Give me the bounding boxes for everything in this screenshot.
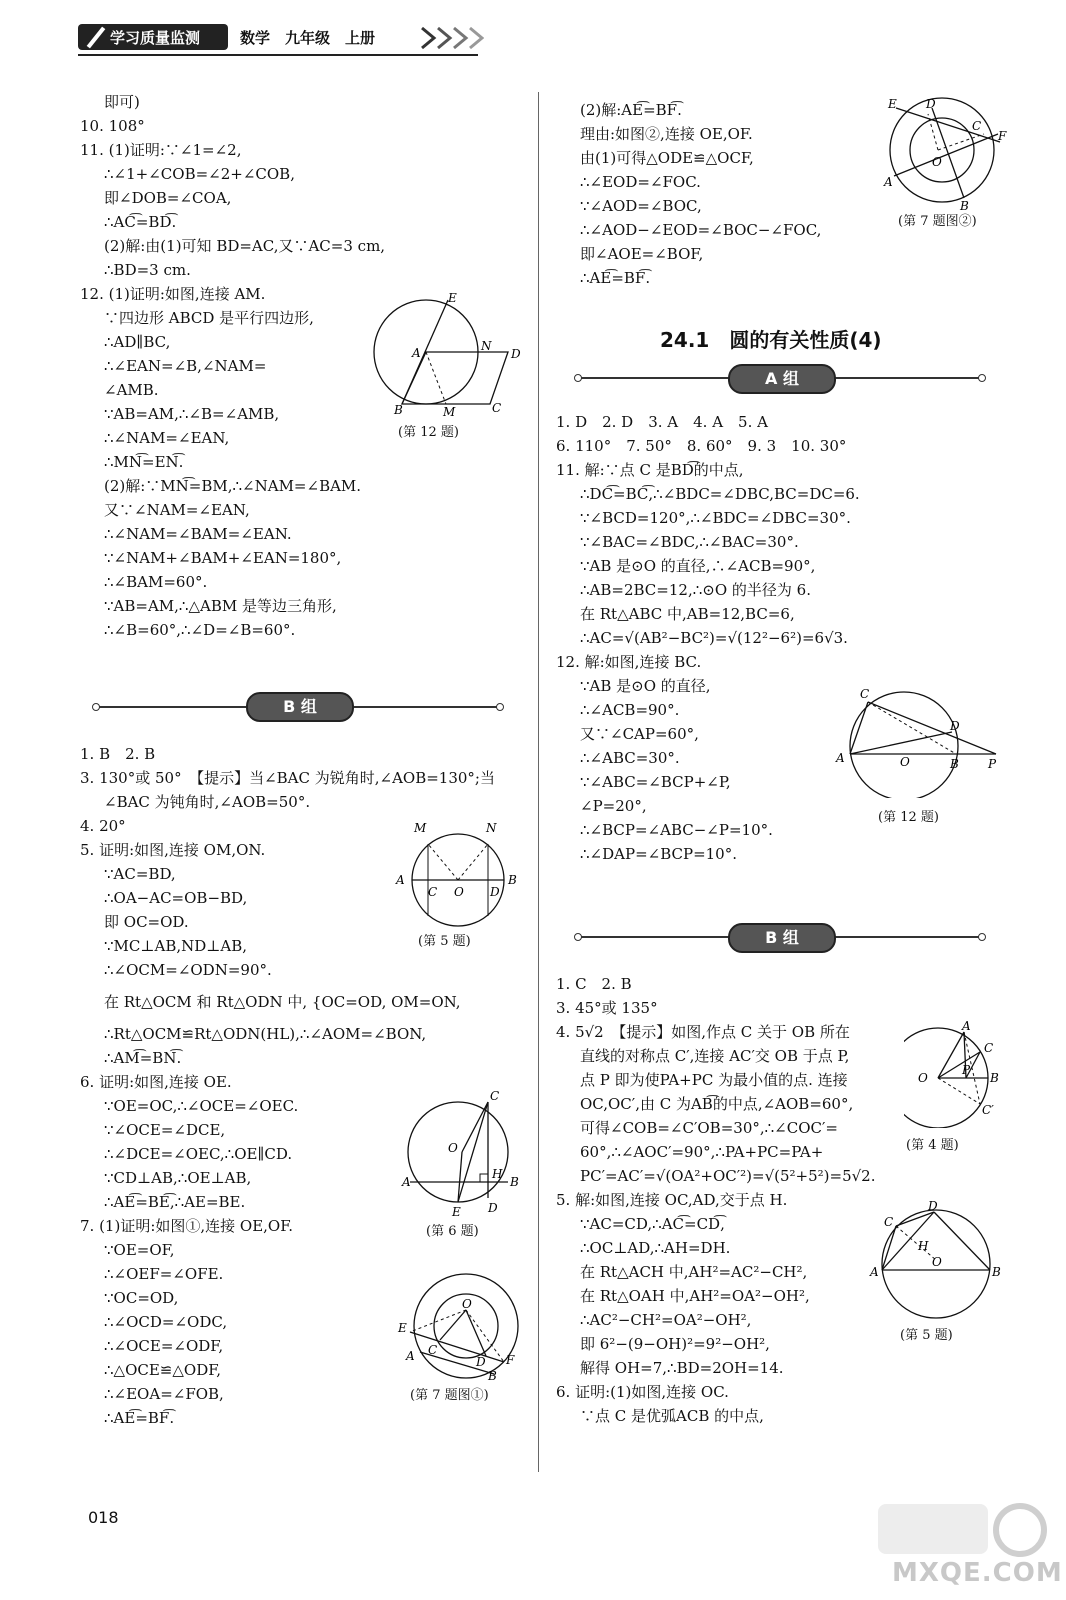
- text-line: ∴∠OCM=∠ODN=90°.: [104, 961, 272, 979]
- text-line: 3. 130°或 50° 【提示】当∠BAC 为锐角时,∠AOB=130°;当: [80, 769, 495, 787]
- header-brand: 学习质量监测: [110, 29, 201, 47]
- svg-text:B: B: [950, 757, 959, 771]
- text-line: 由(1)可得△ODE≌△OCF,: [580, 149, 754, 167]
- svg-text:A: A: [402, 1175, 411, 1189]
- figure-q12-parallelogram: [368, 290, 528, 420]
- text-line: (2)解:∵MN͡=BM,∴∠NAM=∠BAM.: [104, 477, 362, 495]
- svg-text:B: B: [960, 199, 969, 212]
- text-line: 4. 20°: [80, 817, 126, 835]
- text-line: ∴∠NAM=∠BAM=∠EAN.: [104, 525, 292, 543]
- text-line: ∵AC=BD,: [104, 865, 176, 883]
- svg-text:E: E: [888, 97, 897, 111]
- text-line: ∴Rt△OCM≌Rt△ODN(HL),∴∠AOM=∠BON,: [104, 1025, 427, 1043]
- svg-text:C: C: [860, 688, 870, 701]
- text-line: ∴OC⊥AD,∴AH=DH.: [580, 1239, 731, 1257]
- text-line: 在 Rt△ACH 中,AH²=AC²−CH²,: [580, 1263, 808, 1281]
- svg-text:B: B: [394, 403, 403, 417]
- svg-text:C: C: [428, 885, 438, 899]
- chevron-arrows-icon: [420, 26, 484, 50]
- svg-text:P: P: [962, 1063, 971, 1077]
- column-separator: [538, 92, 539, 1472]
- text-line: 直线的对称点 C′,连接 AC′交 OB 于点 P,: [580, 1047, 850, 1065]
- svg-text:F: F: [998, 129, 1007, 143]
- pen-icon: [82, 22, 110, 50]
- svg-text:O: O: [932, 155, 942, 169]
- text-line: 又∵∠NAM=∠EAN,: [104, 501, 250, 519]
- text-line: ∵OC=OD,: [104, 1289, 179, 1307]
- svg-text:O: O: [462, 1297, 472, 1311]
- text-line: 4. 5√2 【提示】如图,作点 C 关于 OB 所在: [556, 1023, 850, 1041]
- page-header: [78, 18, 478, 58]
- text-line: ∵MC⊥AB,ND⊥AB,: [104, 937, 247, 955]
- text-line: 即∠DOB=∠COA,: [104, 189, 232, 207]
- caption-fig6-left: (第 6 题): [426, 1224, 479, 1239]
- text-line: ∴∠EOD=∠FOC.: [580, 173, 701, 191]
- text-line: ∵OE=OF,: [104, 1241, 175, 1259]
- caption-fig5-right: (第 5 题): [900, 1328, 953, 1343]
- text-line: 又∵∠CAP=60°,: [580, 725, 699, 743]
- text-line: ∴∠OEF=∠OFE.: [104, 1265, 224, 1283]
- right-answers-a: [556, 410, 860, 866]
- text-line: ∴∠1+∠COB=∠2+∠COB,: [104, 165, 295, 183]
- figure-q12-right: [834, 688, 1006, 798]
- text-line: ∴∠OCD=∠ODC,: [104, 1313, 228, 1331]
- svg-text:C′: C′: [982, 1103, 994, 1117]
- text-line: ∴AC=√(AB²−BC²)=√(12²−6²)=6√3.: [580, 629, 848, 647]
- text-line: ∴AM͡=BN͡.: [104, 1049, 182, 1067]
- text-line: ∴AE͡=BF͡.: [580, 269, 651, 287]
- svg-text:M: M: [443, 405, 456, 419]
- svg-text:P: P: [988, 757, 997, 771]
- text-line: 1. C 2. B: [556, 975, 632, 993]
- text-line: ∴∠NAM=∠EAN,: [104, 429, 230, 447]
- text-line: ∵∠NAM+∠BAM+∠EAN=180°,: [104, 549, 342, 567]
- svg-text:C: C: [428, 1343, 438, 1357]
- watermark-text: MXQE.COM: [892, 1558, 1063, 1588]
- text-line: 1. D 2. D 3. A 4. A 5. A: [556, 413, 768, 431]
- text-line: ∵AB 是⊙O 的直径,: [580, 677, 711, 695]
- text-line: 点 P 即为使PA+PC 为最小值的点. 连接: [580, 1071, 848, 1089]
- text-line: ∴∠EAN=∠B,∠NAM=: [104, 357, 267, 375]
- svg-text:N: N: [486, 821, 497, 835]
- svg-text:H: H: [492, 1167, 503, 1181]
- text-line: ∵点 C 是优弧ACB 的中点,: [580, 1407, 764, 1425]
- svg-text:E: E: [448, 291, 457, 305]
- text-line: 6. 110° 7. 50° 8. 60° 9. 3 10. 30°: [556, 437, 847, 455]
- text-line: ∴∠DAP=∠BCP=10°.: [580, 845, 737, 863]
- text-line: 可得∠COB=∠C′OB=30°,∴∠COC′=: [580, 1119, 838, 1137]
- group-b-badge-left: B 组: [246, 692, 354, 722]
- svg-text:A: A: [884, 175, 893, 189]
- text-line: ∴MN͡=EN͡.: [104, 453, 184, 471]
- text-line: ∵AB 是⊙O 的直径,∴∠ACB=90°,: [580, 557, 816, 575]
- text-line: 10. 108°: [80, 117, 145, 135]
- text-line: 60°,∴∠AOC′=90°,∴PA+PC=PA+: [580, 1143, 824, 1161]
- group-a-badge: A 组: [728, 364, 836, 394]
- figure-q6-left: [400, 1086, 528, 1220]
- text-line: ∴AC²−CH²=OA²−OH²,: [580, 1311, 752, 1329]
- svg-text:M: M: [414, 821, 427, 835]
- text-line: ∠P=20°,: [580, 797, 647, 815]
- text-line: 3. 45°或 135°: [556, 999, 658, 1017]
- caption-fig12-left: (第 12 题): [398, 425, 459, 440]
- text-line: 即 6²−(9−OH)²=9²−OH²,: [580, 1335, 770, 1353]
- text-line: ∴∠AOD−∠EOD=∠BOC−∠FOC,: [580, 221, 822, 239]
- text-line: ∴∠DCE=∠OEC,∴OE∥CD.: [104, 1145, 293, 1163]
- text-line: 在 Rt△OAH 中,AH²=OA²−OH²,: [580, 1287, 810, 1305]
- svg-text:O: O: [900, 755, 910, 769]
- text-line: ∵四边形 ABCD 是平行四边形,: [104, 309, 314, 327]
- text-line: ∵AB=AM,∴△ABM 是等边三角形,: [104, 597, 337, 615]
- svg-text:A: A: [870, 1265, 879, 1279]
- text-line: ∴∠BAM=60°.: [104, 573, 208, 591]
- text-line: ∠AMB.: [104, 381, 159, 399]
- svg-text:B: B: [508, 873, 517, 887]
- text-line: ∵AB=AM,∴∠B=∠AMB,: [104, 405, 280, 423]
- text-line: 12. (1)证明:如图,连接 AM.: [80, 285, 266, 303]
- left-answers-top: [80, 90, 385, 642]
- svg-text:D: D: [928, 1199, 938, 1213]
- svg-text:B: B: [992, 1265, 1001, 1279]
- text-line: ∵OE=OC,∴∠OCE=∠OEC.: [104, 1097, 299, 1115]
- text-line: 6. 证明:如图,连接 OE.: [80, 1073, 232, 1091]
- svg-text:D: D: [950, 719, 960, 733]
- text-line: ∵∠BAC=∠BDC,∴∠BAC=30°.: [580, 533, 799, 551]
- svg-text:O: O: [448, 1141, 458, 1155]
- svg-text:C: C: [984, 1041, 994, 1055]
- svg-text:C: C: [490, 1089, 500, 1103]
- text-line: 在 Rt△OCM 和 Rt△ODN 中, {OC=OD, OM=ON,: [104, 993, 461, 1011]
- text-line: ∴∠OCE=∠ODF,: [104, 1337, 224, 1355]
- caption-fig12-right: (第 12 题): [878, 810, 939, 825]
- svg-text:O: O: [932, 1255, 942, 1269]
- text-line: 11. 解:∵点 C 是BD͡的中点,: [556, 461, 744, 479]
- svg-text:C: C: [884, 1215, 894, 1229]
- svg-text:A: A: [836, 751, 845, 765]
- text-line: ∴AD∥BC,: [104, 333, 171, 351]
- text-line: ∴∠BCP=∠ABC−∠P=10°.: [580, 821, 773, 839]
- text-line: 在 Rt△ABC 中,AB=12,BC=6,: [580, 605, 795, 623]
- svg-text:O: O: [454, 885, 464, 899]
- svg-text:A: A: [962, 1019, 971, 1033]
- caption-fig4-right: (第 4 题): [906, 1138, 959, 1153]
- caption-fig7-1: (第 7 题图①): [410, 1388, 489, 1403]
- group-b-badge-right: B 组: [728, 923, 836, 953]
- svg-text:D: D: [488, 1201, 498, 1215]
- text-line: 5. 解:如图,连接 OC,AD,交于点 H.: [556, 1191, 788, 1209]
- caption-fig7-2: (第 7 题图②): [898, 214, 977, 229]
- text-line: 解得 OH=7,∴BD=2OH=14.: [580, 1359, 784, 1377]
- svg-text:D: D: [511, 347, 521, 361]
- header-rule: [78, 54, 478, 56]
- text-line: ∴AE͡=BF͡.: [104, 1409, 175, 1427]
- text-line: 5. 证明:如图,连接 OM,ON.: [80, 841, 266, 859]
- text-line: 即∠AOE=∠BOF,: [580, 245, 704, 263]
- text-line: ∠BAC 为钝角时,∠AOB=50°.: [104, 793, 311, 811]
- svg-text:C: C: [492, 401, 502, 415]
- text-line: (2)解:AE͡=BF͡.: [580, 101, 682, 119]
- text-line: ∴AB=2BC=12,∴⊙O 的半径为 6.: [580, 581, 811, 599]
- figure-q5-left: [392, 818, 522, 930]
- svg-text:C: C: [972, 119, 982, 133]
- text-line: OC,OC′,由 C 为AB͡的中点,∠AOB=60°,: [580, 1095, 854, 1113]
- text-line: 理由:如图②,连接 OE,OF.: [580, 125, 753, 143]
- text-line: ∵AC=CD,∴AC͡=CD͡,: [580, 1215, 725, 1233]
- caption-fig5-left: (第 5 题): [418, 934, 471, 949]
- section-title: 24.1 圆的有关性质(4): [660, 328, 882, 352]
- text-line: 11. (1)证明:∵∠1=∠2,: [80, 141, 242, 159]
- right-answers-top: [556, 98, 821, 290]
- text-line: ∴BD=3 cm.: [104, 261, 191, 279]
- text-line: (2)解:由(1)可知 BD=AC,又∵AC=3 cm,: [104, 237, 386, 255]
- text-line: 即可): [104, 93, 140, 111]
- text-line: ∴OA−AC=OB−BD,: [104, 889, 248, 907]
- right-answers-b: [556, 972, 876, 1428]
- text-line: ∴△OCE≌△ODF,: [104, 1361, 222, 1379]
- figure-q7-1: [396, 1270, 530, 1382]
- svg-text:D: D: [926, 97, 936, 111]
- text-line: 7. (1)证明:如图①,连接 OE,OF.: [80, 1217, 294, 1235]
- svg-text:A: A: [406, 1349, 415, 1363]
- svg-text:O: O: [918, 1071, 928, 1085]
- text-line: ∵∠OCE=∠DCE,: [104, 1121, 226, 1139]
- text-line: 12. 解:如图,连接 BC.: [556, 653, 702, 671]
- text-line: ∴∠ABC=30°.: [580, 749, 680, 767]
- page-number: 018: [88, 1508, 119, 1527]
- text-line: ∴∠B=60°,∴∠D=∠B=60°.: [104, 621, 296, 639]
- svg-text:H: H: [918, 1239, 929, 1253]
- text-line: ∴AE͡=BE͡,∴AE=BE.: [104, 1193, 246, 1211]
- svg-text:B: B: [488, 1369, 497, 1382]
- text-line: 6. 证明:(1)如图,连接 OC.: [556, 1383, 729, 1401]
- text-line: ∴DC͡=BC͡,∴∠BDC=∠DBC,BC=DC=6.: [580, 485, 860, 503]
- svg-text:N: N: [481, 339, 492, 353]
- figure-q4-right: [904, 1016, 1014, 1128]
- header-subject: 数学 九年级 上册: [240, 29, 376, 47]
- text-line: ∵∠AOD=∠BOC,: [580, 197, 702, 215]
- svg-text:B: B: [510, 1175, 519, 1189]
- svg-text:E: E: [398, 1321, 407, 1335]
- svg-text:D: D: [476, 1355, 486, 1369]
- text-line: ∴∠ACB=90°.: [580, 701, 680, 719]
- text-line: ∴AC͡=BD͡.: [104, 213, 177, 231]
- text-line: 即 OC=OD.: [104, 913, 189, 931]
- text-line: ∴∠EOA=∠FOB,: [104, 1385, 224, 1403]
- text-line: ∵∠BCD=120°,∴∠BDC=∠DBC=30°.: [580, 509, 851, 527]
- svg-text:B: B: [990, 1071, 999, 1085]
- text-line: ∵CD⊥AB,∴OE⊥AB,: [104, 1169, 252, 1187]
- svg-text:A: A: [396, 873, 405, 887]
- text-line: 1. B 2. B: [80, 745, 156, 763]
- figure-q5-right: [866, 1198, 1006, 1324]
- svg-text:A: A: [412, 346, 421, 360]
- svg-text:F: F: [506, 1353, 515, 1367]
- text-line: PC′=AC′=√(OA²+OC′²)=√(5²+5²)=5√2.: [580, 1167, 876, 1185]
- text-line: ∵∠ABC=∠BCP+∠P,: [580, 773, 731, 791]
- svg-text:D: D: [490, 885, 500, 899]
- svg-text:E: E: [452, 1205, 461, 1219]
- figure-q7-2: [880, 94, 1010, 212]
